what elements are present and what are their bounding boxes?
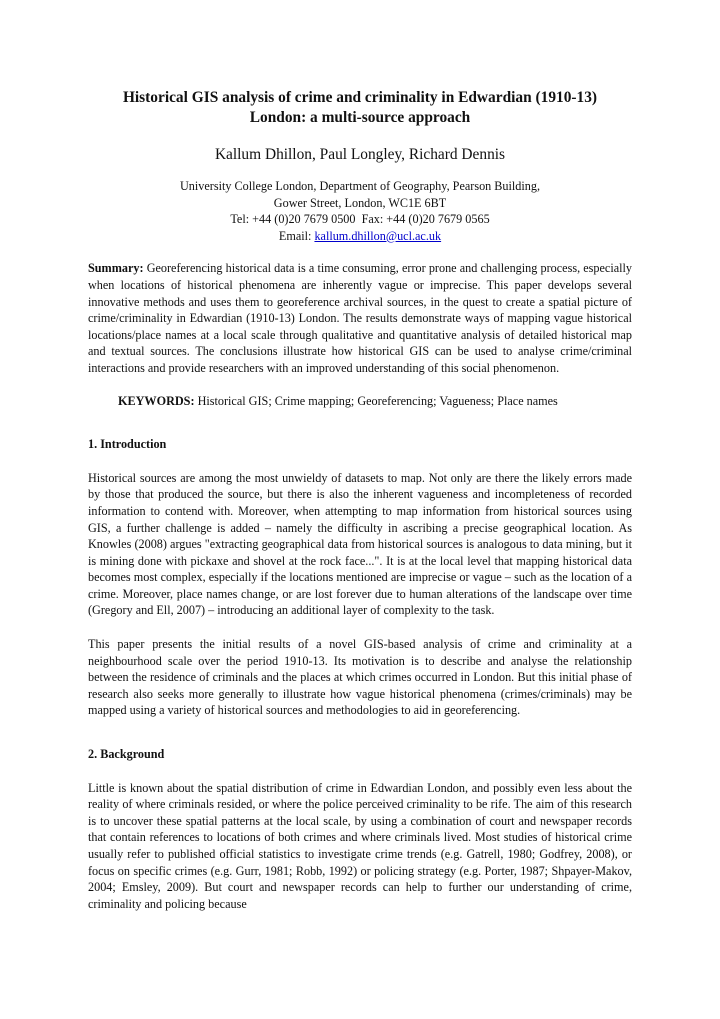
title-line-2: London: a multi-source approach [249, 108, 471, 126]
summary-label: Summary: [88, 261, 144, 276]
paper-title [88, 88, 632, 127]
contact-phone-fax: Tel: +44 (0)20 7679 0500 Fax: +44 (0)20 7679 0565 [230, 212, 490, 227]
contact-email-line [88, 228, 632, 245]
keywords-label: KEYWORDS: [118, 393, 195, 408]
section-heading-background: 2. Background [88, 747, 165, 762]
summary-text: Georeferencing historical data is a time consuming, error prone and challenging process, especially when locations of historical phenomena are inherently vague or imprecise. This paper develops several innovative methods and uses them to georeference archival sources, in the quest to create a spatial picture of crime/criminality in Edwardian (1910-13) London. The results demonstrate ways of mapping vague historical locations/place names at a local scale through qualitative and quantitative analysis of detailed historical map and textual sources. The conclusions illustrate how historical GIS can be used to analyse crime/criminal interactions and provide researchers with an improved understanding of this social phenomenon. [88, 261, 632, 375]
email-label: Email: [278, 228, 315, 243]
affiliation-block [88, 178, 632, 244]
introduction-paragraph-2: This paper presents the initial results of a novel GIS-based analysis of crime and criminality at a neighbourhood scale over the period 1910-13. Its motivation is to describe and analyse the relationship between the residence of criminals and the places at which crimes occurred in London. But this initial phase of research also seeks more generally to illustrate how vague historical phenomena (crimes/criminals) may be mapped using a variety of historical sources and methodologies to aid in georeferencing. [88, 637, 632, 718]
affiliation-line-2: Gower Street, London, WC1E 6BT [273, 195, 447, 210]
affiliation-line-1: University College London, Department of Geography, Pearson Building, [179, 179, 541, 193]
section-heading-introduction: 1. Introduction [88, 437, 167, 452]
background-paragraph-1: Little is known about the spatial distribution of crime in Edwardian London, and possibly even less about the reality of where criminals resided, or where the police perceived criminality to be rife. The aim of this research is to uncover these spatial patterns at the local scale, by using a combination of court and newspaper records that contain references to locations of both crimes and where criminals lived. Most studies of historical crime usually refer to published official statistics to investigate crime trends (e.g. Gatrell, 1980; Godfrey, 2008), or focus on specific crimes (e.g. Gurr, 1981; Robb, 1992) or policing strategy (e.g. Porter, 1987; Shpayer-Makov, 2004; Emsley, 2009). But court and newspaper records can help to further our understanding of crime, criminality and policing because [88, 780, 632, 911]
keywords-line [88, 393, 632, 410]
paper-page [88, 88, 632, 912]
keywords-text: Historical GIS; Crime mapping; Georeferencing; Vagueness; Place names [194, 393, 558, 408]
email-link[interactable]: kallum.dhillon@ucl.ac.uk [314, 228, 442, 243]
title-line-1: Historical GIS analysis of crime and criminality in Edwardian (1910-13) [122, 89, 598, 106]
introduction-paragraph-1: Historical sources are among the most unwieldy of datasets to map. Not only are there the likely errors made by those that produced the source, but there is also the inherent vagueness and incompleteness of recorded information to contend with. Moreover, when attempting to map information from historical sources using GIS, a further challenge is added – namely the difficulty in ascribing a precise geographical location. As Knowles (2008) argues "extracting geographical data from historical sources is analogous to data mining, but it is mining done with pickaxe and shovel at the rock face...". It is at the local level that mapping historical data becomes most complex, especially if the locations mentioned are imprecise or vague – such as the location of a crime. Moreover, place names change, or are lost forever due to human alterations of the landscape over time (Gregory and Ell, 2007) – introducing an additional layer of complexity to the task. [88, 470, 632, 618]
author-list: Kallum Dhillon, Paul Longley, Richard Dennis [214, 146, 506, 163]
summary-paragraph [88, 260, 632, 376]
